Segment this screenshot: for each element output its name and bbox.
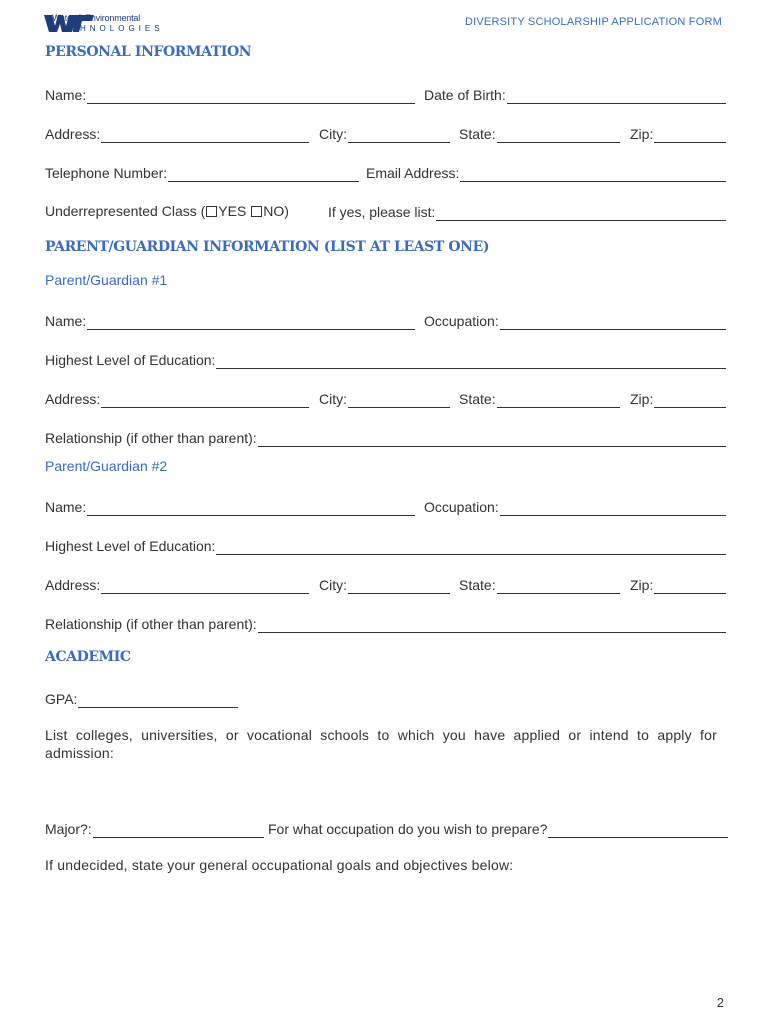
g1-row-address xyxy=(45,388,726,408)
name-field[interactable]: Name: xyxy=(45,84,415,104)
underrepresented-list-field[interactable]: If yes, please list: xyxy=(328,201,726,221)
state-field[interactable]: State: xyxy=(459,123,620,143)
occupation-goal-field[interactable]: For what occupation do you wish to prepare? xyxy=(268,818,728,838)
row-address xyxy=(45,123,726,143)
g2-occupation-field[interactable]: Occupation: xyxy=(424,496,726,516)
guardian1-heading: Parent/Guardian #1 xyxy=(45,272,168,288)
g2-zip-field[interactable]: Zip: xyxy=(630,574,726,594)
yes-checkbox[interactable] xyxy=(206,206,217,217)
undecided-prompt: If undecided, state your general occupational goals and objectives below: xyxy=(45,857,514,873)
yes-label: YES xyxy=(218,203,247,219)
form-title: DIVERSITY SCHOLARSHIP APPLICATION FORM xyxy=(465,16,722,28)
g1-state-field[interactable]: State: xyxy=(459,388,620,408)
email-field[interactable]: Email Address: xyxy=(366,162,726,182)
major-field[interactable]: Major?: xyxy=(45,818,264,838)
page-number: 2 xyxy=(716,995,724,1010)
underrepresented-class-label: Underrepresented Class ( YES NO) xyxy=(45,203,289,219)
row-underrepresented xyxy=(45,201,726,221)
g2-row-education xyxy=(45,535,726,555)
section-heading-parents: PARENT/GUARDIAN INFORMATION (LIST AT LEAST ONE) xyxy=(45,239,490,255)
no-checkbox[interactable] xyxy=(251,206,262,217)
zip-field[interactable]: Zip: xyxy=(630,123,726,143)
g2-city-field[interactable]: City: xyxy=(319,574,450,594)
city-field[interactable]: City: xyxy=(319,123,450,143)
g1-city-field[interactable]: City: xyxy=(319,388,450,408)
g1-row-education xyxy=(45,349,726,369)
row-gpa xyxy=(45,688,726,708)
row-name-dob xyxy=(45,84,726,104)
address-field[interactable]: Address: xyxy=(45,123,309,143)
g1-zip-field[interactable]: Zip: xyxy=(630,388,726,408)
dob-field[interactable]: Date of Birth: xyxy=(424,84,726,104)
colleges-prompt: List colleges, universities, or vocational schools to which you have applied or intend to apply for admission: xyxy=(45,727,717,761)
no-label: NO) xyxy=(263,203,289,219)
section-heading-personal: PERSONAL INFORMATION xyxy=(45,44,252,60)
section-heading-academic: ACADEMIC xyxy=(45,649,131,665)
g2-relationship-field[interactable]: Relationship (if other than parent): xyxy=(45,613,726,633)
g2-education-field[interactable]: Highest Level of Education: xyxy=(45,535,726,555)
guardian2-heading: Parent/Guardian #2 xyxy=(45,458,168,474)
g1-row-name xyxy=(45,310,726,330)
logo-company-subtitle: TECHNOLOGIES xyxy=(52,24,164,33)
row-major xyxy=(45,818,728,838)
g1-address-field[interactable]: Address: xyxy=(45,388,309,408)
g2-row-relationship xyxy=(45,613,726,633)
telephone-field[interactable]: Telephone Number: xyxy=(45,162,359,182)
g2-address-field[interactable]: Address: xyxy=(45,574,309,594)
row-phone-email xyxy=(45,162,726,182)
g1-row-relationship xyxy=(45,427,726,447)
gpa-field[interactable]: GPA: xyxy=(45,688,238,708)
g1-education-field[interactable]: Highest Level of Education: xyxy=(45,349,726,369)
g2-row-address xyxy=(45,574,726,594)
logo-company-name: Water & Environmental xyxy=(52,13,141,23)
g1-occupation-field[interactable]: Occupation: xyxy=(424,310,726,330)
g1-relationship-field[interactable]: Relationship (if other than parent): xyxy=(45,427,726,447)
g2-state-field[interactable]: State: xyxy=(459,574,620,594)
g1-name-field[interactable]: Name: xyxy=(45,310,415,330)
g2-name-field[interactable]: Name: xyxy=(45,496,415,516)
g2-row-name xyxy=(45,496,726,516)
